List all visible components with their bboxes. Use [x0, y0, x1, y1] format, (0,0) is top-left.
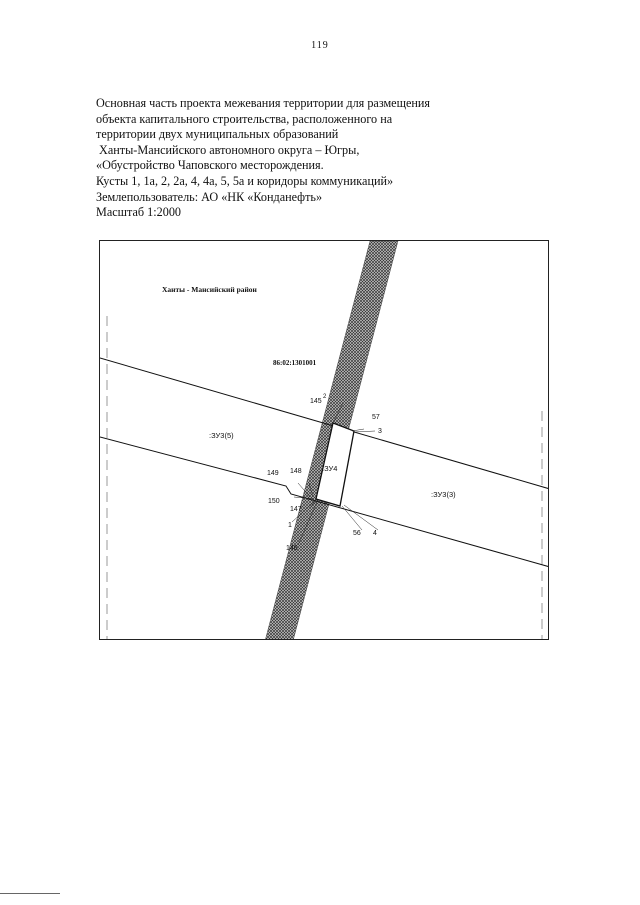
header-line: территории двух муниципальных образований — [96, 127, 339, 142]
map-drawing — [100, 241, 549, 640]
scale-line: Масштаб 1:2000 — [96, 205, 182, 220]
point-label-145: 145 — [310, 398, 322, 405]
point-label-57: 57 — [372, 414, 380, 421]
parcel-label-zu3-5: :ЗУ3(5) — [209, 431, 234, 440]
point-label-3: 3 — [378, 428, 382, 435]
header-line: Ханты-Мансийского автономного округа – Югры, — [96, 142, 360, 157]
page-number: 119 — [311, 40, 329, 51]
point-label-150: 150 — [268, 498, 280, 505]
point-label-2: 2 — [323, 394, 327, 400]
header-line: объекта капитального строительства, расположенного на — [96, 111, 393, 126]
parcel-label-zu4: :ЗУ4 — [322, 464, 338, 473]
header-line: Кусты 1, 1а, 2, 2а, 4, 4а, 5, 5а и коридоры коммуникаций» — [96, 173, 394, 188]
cadastral-quarter-label: 86:02:1301001 — [273, 359, 317, 367]
header-line: Землепользователь: АО «НК «Конданефть» — [96, 189, 323, 204]
footer-rule — [0, 893, 60, 894]
document-header — [96, 96, 496, 221]
parcel-label-zu3-3: :ЗУ3(3) — [431, 490, 456, 499]
point-label-1: 1 — [288, 522, 292, 529]
point-label-4: 4 — [373, 530, 377, 537]
district-label: Ханты - Мансийский район — [162, 285, 257, 294]
point-label-147: 147 — [290, 506, 302, 513]
point-label-146: 146 — [286, 545, 298, 552]
point-label-149: 149 — [267, 470, 279, 477]
header-line: «Обустройство Чаповского месторождения. — [96, 158, 324, 173]
cadastral-map — [99, 240, 549, 640]
point-label-148: 148 — [290, 468, 302, 475]
point-label-56: 56 — [353, 530, 361, 537]
header-line: Основная часть проекта межевания территории для размещения — [96, 96, 431, 110]
